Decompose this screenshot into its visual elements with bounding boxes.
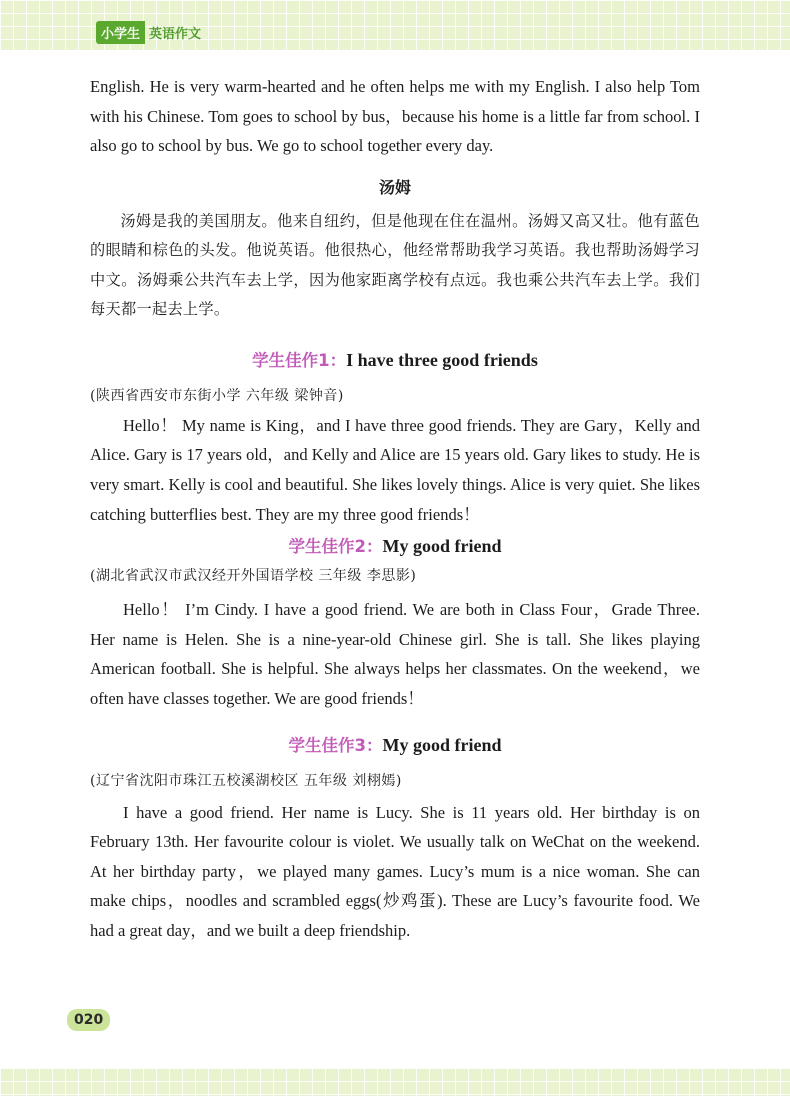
work-text: I have a good friend. Her name is Lucy. She is 11 years old. Her birthday is on February 13th. Her favourite colour is violet. We usually talk on WeChat on the weekend. At her birthday party，we played many games. Lucy’s mum is a nice woman. She can make chips，noodles and scrambled eggs(炒鸡蛋). These are Lucy’s favourite food. We had a great day，and we built a deep friendship. — [90, 802, 700, 940]
work-heading — [90, 347, 700, 371]
work-author-info: (湖北省武汉市武汉经开外国语学校 三年级 李思影) — [90, 568, 417, 585]
work-title: I have three good friends — [346, 349, 538, 370]
series-tag-main: 小学生 — [96, 21, 145, 44]
work-title: My good friend — [382, 536, 502, 557]
work-label: 学生佳作2： — [288, 537, 383, 557]
translation-paragraph: 汤姆是我的美国朋友。他来自纽约，但是他现在住在温州。汤姆又高又壮。他有蓝色的眼睛和棕色的头发。他说英语。他很热心，他经常帮助我学习英语。我也帮助汤姆学习中文。汤姆乘公共汽车去上学，因为他家距离学校有点远。我也乘公共汽车去上学。我们每天都一起去上学。 — [90, 211, 700, 319]
page-number: 020 — [67, 1009, 110, 1031]
work-label: 学生佳作1： — [252, 350, 347, 370]
intro-paragraph: English. He is very warm-hearted and he often helps me with my English. I also help Tom with his Chinese. Tom goes to school by bus，because his home is a little far from school. I also go to school by bus. We go to school together every day. — [90, 77, 700, 156]
work-text: Hello！ My name is King，and I have three good friends. They are Gary，Kelly and Alice. Gary is 17 years old，and Kelly and Alice are 15 years old. Gary likes to study. He is very smart. Kelly is cool and beautiful. She likes lovely things. Alice is very quiet. She likes catching butterflies best. They are my three good friends！ — [90, 415, 700, 524]
work-text: Hello！ I’m Cindy. I have a good friend. We are both in Class Four，Grade Three. Her name is Helen. She is a nine-year-old Chinese girl. She is tall. She likes playing American football. She is helpful. She always helps her classmates. On the weekend，we often have classes together. We are good friends！ — [90, 600, 700, 708]
student-work-1 — [90, 347, 700, 529]
work-author-info: (陕西省西安市东街小学 六年级 梁钟音) — [90, 387, 344, 404]
page-content — [90, 72, 700, 946]
series-tag-sub: 英语作文 — [149, 27, 202, 42]
student-work-2 — [90, 533, 700, 713]
book-series-tag — [96, 21, 205, 44]
footer-band — [0, 1068, 790, 1096]
work-heading — [90, 533, 700, 557]
translation-title: 汤姆 — [378, 177, 411, 197]
student-work-3 — [90, 732, 700, 946]
work-title: My good friend — [382, 734, 502, 755]
work-label: 学生佳作3： — [288, 735, 383, 755]
work-author-info: (辽宁省沈阳市珠江五校溪湖校区 五年级 刘栩嫣) — [90, 772, 402, 789]
work-heading — [90, 732, 700, 756]
